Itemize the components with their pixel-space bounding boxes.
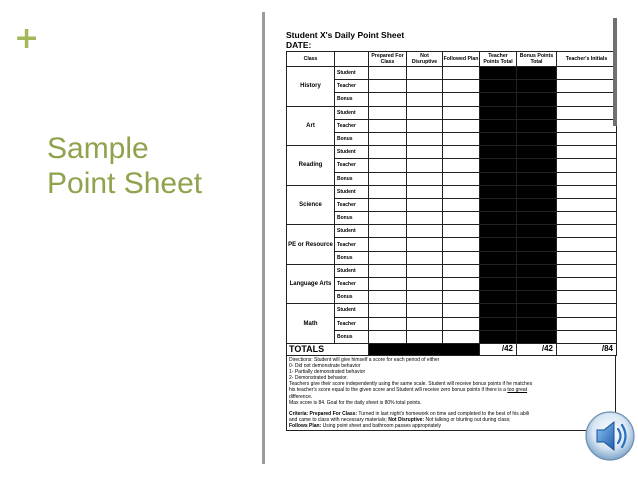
teacher-initials-cell[interactable] xyxy=(557,93,617,106)
blacked-out-cell xyxy=(517,251,557,264)
teacher-initials-cell[interactable] xyxy=(557,146,617,159)
score-cell[interactable] xyxy=(407,225,443,238)
score-cell[interactable] xyxy=(407,264,443,277)
score-cell[interactable] xyxy=(443,317,480,330)
blacked-out-cell xyxy=(480,238,517,251)
table-row xyxy=(287,185,617,198)
blacked-out-cell xyxy=(480,198,517,211)
score-cell[interactable] xyxy=(369,185,407,198)
blacked-out-cell xyxy=(517,106,557,119)
blacked-out-cell xyxy=(517,304,557,317)
blacked-out-cell xyxy=(517,146,557,159)
teacher-initials-cell[interactable] xyxy=(557,278,617,291)
teacher-initials-cell[interactable] xyxy=(557,67,617,80)
table-row xyxy=(287,278,617,291)
score-cell[interactable] xyxy=(443,225,480,238)
blacked-out-cell xyxy=(480,278,517,291)
score-cell[interactable] xyxy=(407,198,443,211)
blacked-out-cell xyxy=(517,212,557,225)
teacher-initials-cell[interactable] xyxy=(557,198,617,211)
teacher-initials-cell[interactable] xyxy=(557,80,617,93)
blacked-out-cell xyxy=(517,291,557,304)
score-cell[interactable] xyxy=(443,185,480,198)
class-name-cell: History xyxy=(287,67,335,107)
score-cell[interactable] xyxy=(407,238,443,251)
score-cell[interactable] xyxy=(369,119,407,132)
point-sheet xyxy=(286,8,616,431)
score-cell[interactable] xyxy=(369,212,407,225)
score-cell[interactable] xyxy=(443,304,480,317)
notes-teachers-line-2a: his teacher's score equal to the given score and Student will receive zero bonus points if there is a xyxy=(289,387,506,394)
score-cell[interactable] xyxy=(407,146,443,159)
class-name-cell: Reading xyxy=(287,146,335,186)
table-row xyxy=(287,67,617,80)
table-row xyxy=(287,264,617,277)
slide-title xyxy=(47,131,202,201)
score-cell[interactable] xyxy=(369,106,407,119)
blacked-out-cell xyxy=(480,172,517,185)
table-row xyxy=(287,159,617,172)
score-cell[interactable] xyxy=(407,185,443,198)
row-type-cell: Student xyxy=(335,185,369,198)
teacher-initials-cell[interactable] xyxy=(557,106,617,119)
score-cell[interactable] xyxy=(407,132,443,145)
score-cell[interactable] xyxy=(443,67,480,80)
table-row xyxy=(287,251,617,264)
blacked-out-cell xyxy=(517,172,557,185)
blacked-out-cell xyxy=(517,119,557,132)
row-type-cell: Teacher xyxy=(335,198,369,211)
row-type-cell: Teacher xyxy=(335,238,369,251)
blacked-out-cell xyxy=(517,317,557,330)
blacked-out-cell xyxy=(480,132,517,145)
score-cell[interactable] xyxy=(407,159,443,172)
blacked-out-cell xyxy=(480,212,517,225)
class-name-cell: Art xyxy=(287,106,335,146)
totals-label: TOTALS xyxy=(287,343,369,355)
blacked-out-cell xyxy=(480,317,517,330)
score-cell[interactable] xyxy=(407,119,443,132)
blacked-out-cell xyxy=(480,159,517,172)
notes-scale-0: 0- Did not demonstrate behavior xyxy=(289,363,361,370)
notes-too-great: too great xyxy=(507,387,528,394)
score-cell[interactable] xyxy=(407,80,443,93)
col-header-prepared: Prepared For Class xyxy=(369,52,407,67)
score-cell[interactable] xyxy=(407,291,443,304)
blacked-out-cell xyxy=(480,119,517,132)
score-cell[interactable] xyxy=(369,93,407,106)
notes-criteria-text-1: Turned in last night's homework on time and completed to the best of his abili xyxy=(358,410,529,417)
teacher-initials-cell[interactable] xyxy=(557,225,617,238)
blacked-out-cell xyxy=(480,304,517,317)
class-name-cell: Math xyxy=(287,304,335,344)
blacked-out-cell xyxy=(480,291,517,304)
totals-blacked-out xyxy=(369,343,480,355)
score-cell[interactable] xyxy=(369,278,407,291)
table-row xyxy=(287,132,617,145)
teacher-initials-cell[interactable] xyxy=(557,304,617,317)
score-cell[interactable] xyxy=(369,291,407,304)
score-cell[interactable] xyxy=(443,119,480,132)
score-cell[interactable] xyxy=(443,159,480,172)
teacher-initials-cell[interactable] xyxy=(557,251,617,264)
score-cell[interactable] xyxy=(407,212,443,225)
blacked-out-cell xyxy=(480,330,517,343)
notes-scale-2: 2- Demonstrated behavior. xyxy=(289,375,348,382)
point-table xyxy=(286,51,617,356)
blacked-out-cell xyxy=(517,198,557,211)
score-cell[interactable] xyxy=(407,251,443,264)
table-header-row xyxy=(287,52,617,67)
row-type-cell: Student xyxy=(335,67,369,80)
teacher-initials-cell[interactable] xyxy=(557,264,617,277)
score-cell[interactable] xyxy=(443,132,480,145)
score-cell[interactable] xyxy=(443,146,480,159)
row-type-cell: Teacher xyxy=(335,119,369,132)
row-type-cell: Student xyxy=(335,304,369,317)
score-cell[interactable] xyxy=(407,172,443,185)
class-name-cell: PE or Resource xyxy=(287,225,335,265)
blacked-out-cell xyxy=(517,132,557,145)
blacked-out-cell xyxy=(517,330,557,343)
row-type-cell: Bonus xyxy=(335,291,369,304)
blacked-out-cell xyxy=(517,225,557,238)
row-type-cell: Bonus xyxy=(335,172,369,185)
score-cell[interactable] xyxy=(443,198,480,211)
score-cell[interactable] xyxy=(407,330,443,343)
score-cell[interactable] xyxy=(369,264,407,277)
table-row xyxy=(287,212,617,225)
score-cell[interactable] xyxy=(443,93,480,106)
score-cell[interactable] xyxy=(443,330,480,343)
blacked-out-cell xyxy=(480,225,517,238)
score-cell[interactable] xyxy=(369,238,407,251)
score-cell[interactable] xyxy=(443,106,480,119)
notes-criteria-text-2b: Not talking or blurting out during class; xyxy=(425,416,511,423)
score-cell[interactable] xyxy=(369,317,407,330)
col-header-row-type xyxy=(335,52,369,67)
table-row xyxy=(287,106,617,119)
row-type-cell: Bonus xyxy=(335,251,369,264)
sheet-notes xyxy=(286,356,616,431)
blacked-out-cell xyxy=(517,80,557,93)
notes-follows-plan-label: Follows Plan: xyxy=(289,422,322,429)
notes-criteria-text-2a: and came to class with necessary materials; xyxy=(289,416,387,423)
notes-teachers-line-3: difference. xyxy=(289,393,313,400)
score-cell[interactable] xyxy=(407,278,443,291)
blacked-out-cell xyxy=(480,67,517,80)
point-sheet-image xyxy=(262,8,620,478)
score-cell[interactable] xyxy=(369,198,407,211)
teacher-initials-cell[interactable] xyxy=(557,317,617,330)
notes-criteria-text-3: Using point sheet and bathroom passes appropriately xyxy=(322,422,442,429)
teacher-initials-cell[interactable] xyxy=(557,132,617,145)
score-cell[interactable] xyxy=(407,93,443,106)
row-type-cell: Student xyxy=(335,264,369,277)
notes-directions: Directions: Student will give himself a score for each period of either xyxy=(289,356,440,363)
blacked-out-cell xyxy=(480,80,517,93)
blacked-out-cell xyxy=(480,146,517,159)
sheet-title: Student X's Daily Point Sheet xyxy=(286,30,405,40)
notes-max-score: Max score is 84. Goal for the daily sheet is 80% total points. xyxy=(289,399,422,406)
table-row xyxy=(287,119,617,132)
notes-scale-1: 1- Partially demonstrated behavior xyxy=(289,369,366,376)
blacked-out-cell xyxy=(480,251,517,264)
class-name-cell: Science xyxy=(287,185,335,225)
row-type-cell: Teacher xyxy=(335,278,369,291)
score-cell[interactable] xyxy=(369,251,407,264)
table-row xyxy=(287,291,617,304)
teacher-initials-cell[interactable] xyxy=(557,119,617,132)
table-row xyxy=(287,330,617,343)
col-header-class: Class xyxy=(287,52,335,67)
score-cell[interactable] xyxy=(369,172,407,185)
blacked-out-cell xyxy=(517,278,557,291)
slide-title-line-1: Sample xyxy=(47,132,149,165)
notes-not-disruptive-label: Not Disruptive: xyxy=(388,416,425,423)
score-cell[interactable] xyxy=(407,317,443,330)
col-header-bonus-points: Bonus Points Total xyxy=(517,52,557,67)
table-row xyxy=(287,198,617,211)
score-cell[interactable] xyxy=(369,159,407,172)
score-cell[interactable] xyxy=(407,67,443,80)
table-row xyxy=(287,93,617,106)
blacked-out-cell xyxy=(517,185,557,198)
notes-criteria-line-3 xyxy=(289,423,613,429)
score-cell[interactable] xyxy=(369,67,407,80)
teacher-initials-cell[interactable] xyxy=(557,291,617,304)
blacked-out-cell xyxy=(517,264,557,277)
teacher-initials-cell[interactable] xyxy=(557,238,617,251)
score-cell[interactable] xyxy=(443,238,480,251)
notes-teachers-line-1: Teachers give their score independently using the same scale. Student will receive bonus points if he matches xyxy=(289,381,533,388)
sheet-left-edge xyxy=(262,12,265,464)
score-cell[interactable] xyxy=(443,278,480,291)
table-row xyxy=(287,225,617,238)
totals-bonus-points: /42 xyxy=(517,343,557,355)
row-type-cell: Student xyxy=(335,225,369,238)
score-cell[interactable] xyxy=(407,304,443,317)
score-cell[interactable] xyxy=(369,132,407,145)
blacked-out-cell xyxy=(517,238,557,251)
row-type-cell: Teacher xyxy=(335,317,369,330)
class-name-cell: Language Arts xyxy=(287,264,335,304)
blacked-out-cell xyxy=(480,264,517,277)
blacked-out-cell xyxy=(480,185,517,198)
plus-icon: + xyxy=(14,21,40,56)
sheet-date-label: DATE: xyxy=(286,40,312,50)
row-type-cell: Teacher xyxy=(335,80,369,93)
totals-teacher-points: /42 xyxy=(480,343,517,355)
table-row xyxy=(287,238,617,251)
row-type-cell: Bonus xyxy=(335,132,369,145)
score-cell[interactable] xyxy=(369,80,407,93)
table-row xyxy=(287,172,617,185)
score-cell[interactable] xyxy=(443,80,480,93)
col-header-not-disruptive: Not Disruptive xyxy=(407,52,443,67)
score-cell[interactable] xyxy=(369,304,407,317)
teacher-initials-cell[interactable] xyxy=(557,172,617,185)
teacher-initials-cell[interactable] xyxy=(557,330,617,343)
sheet-right-edge xyxy=(613,18,617,126)
score-cell[interactable] xyxy=(369,146,407,159)
row-type-cell: Bonus xyxy=(335,93,369,106)
notes-criteria-label: Criteria: Prepared For Class: xyxy=(289,410,358,417)
table-row xyxy=(287,146,617,159)
teacher-initials-cell[interactable] xyxy=(557,185,617,198)
row-type-cell: Bonus xyxy=(335,330,369,343)
teacher-initials-cell[interactable] xyxy=(557,212,617,225)
totals-row xyxy=(287,343,617,355)
table-row xyxy=(287,317,617,330)
row-type-cell: Student xyxy=(335,106,369,119)
score-cell[interactable] xyxy=(443,264,480,277)
totals-overall: /84 xyxy=(557,343,617,355)
score-cell[interactable] xyxy=(443,291,480,304)
col-header-teacher-initials: Teacher's Initials xyxy=(557,52,617,67)
score-cell[interactable] xyxy=(407,106,443,119)
col-header-teacher-points: Teacher Points Total xyxy=(480,52,517,67)
score-cell[interactable] xyxy=(369,225,407,238)
table-row xyxy=(287,80,617,93)
col-header-followed-plan: Followed Plan xyxy=(443,52,480,67)
score-cell[interactable] xyxy=(443,212,480,225)
speaker-icon[interactable] xyxy=(584,410,636,462)
row-type-cell: Student xyxy=(335,146,369,159)
blacked-out-cell xyxy=(517,159,557,172)
blacked-out-cell xyxy=(517,93,557,106)
row-type-cell: Bonus xyxy=(335,212,369,225)
teacher-initials-cell[interactable] xyxy=(557,159,617,172)
slide-title-line-2: Point Sheet xyxy=(47,167,203,200)
table-row xyxy=(287,304,617,317)
score-cell[interactable] xyxy=(443,251,480,264)
blacked-out-cell xyxy=(480,106,517,119)
blacked-out-cell xyxy=(480,93,517,106)
row-type-cell: Teacher xyxy=(335,159,369,172)
score-cell[interactable] xyxy=(443,172,480,185)
score-cell[interactable] xyxy=(369,330,407,343)
blacked-out-cell xyxy=(517,67,557,80)
